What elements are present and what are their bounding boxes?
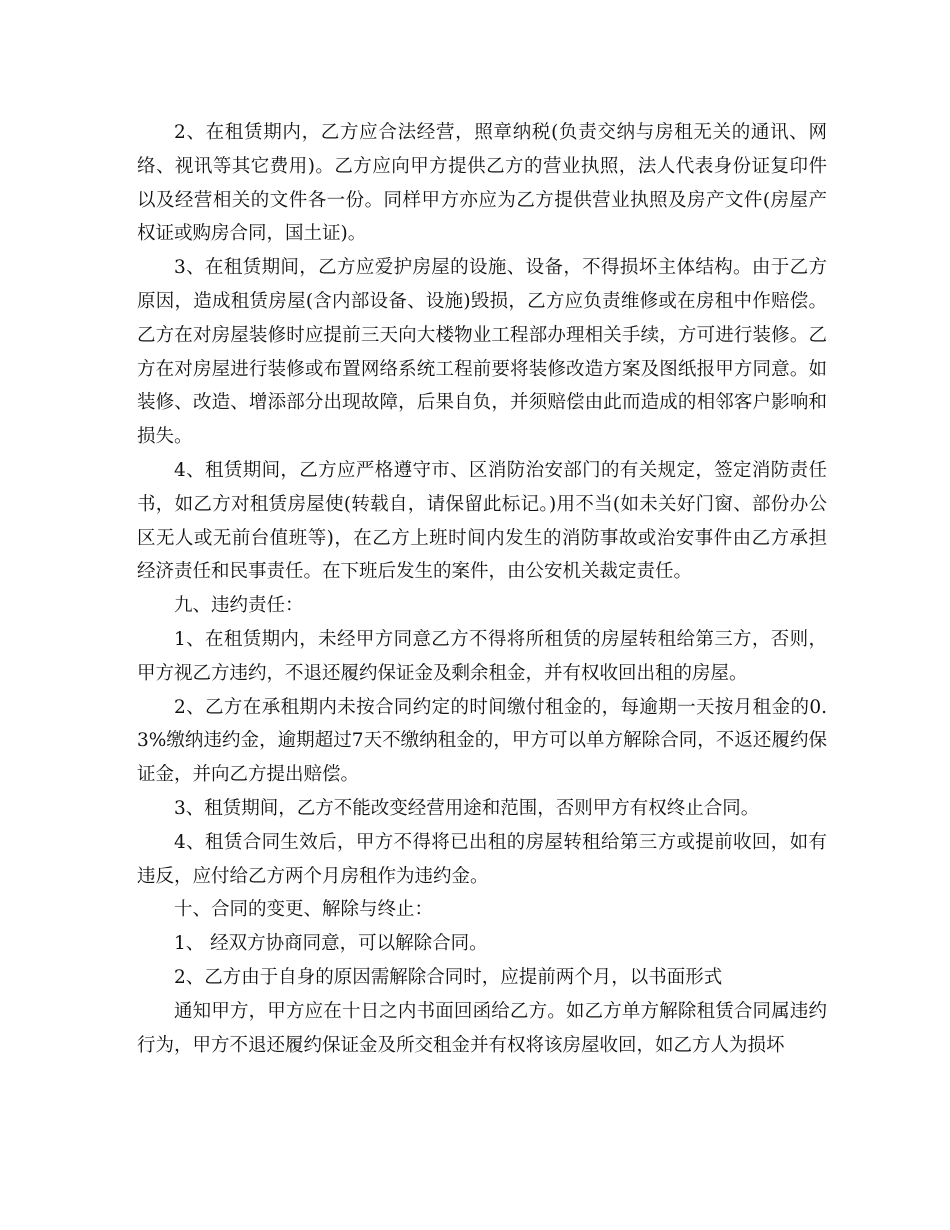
paragraph-clause-8-2: 2、在租赁期内，乙方应合法经营，照章纳税(负责交纳与房租无关的通讯、网络、视讯等其它费用)。乙方应向甲方提供乙方的营业执照，法人代表身份证复印件以及经营相关的文件各一份。同样甲方亦应为乙方提供营业执照及房产文件(房屋产权证或购房合同，国土证)。 [137,122,827,245]
paragraph-clause-8-4: 4、租赁期间，乙方应严格遵守市、区消防治安部门的有关规定，签定消防责任书，如乙方对租赁房屋使(转载自，请保留此标记。)用不当(如未关好门窗、部份办公区无人或无前台值班等)，在乙方上班时间内发生的消防事故或治安事件由乙方承担经济责任和民事责任。在下班后发生的案件，由公安机关裁定责任。 [137,459,827,583]
paragraph-clause-8-3: 3、在租赁期间，乙方应爱护房屋的设施、设备，不得损坏主体结构。由于乙方原因，造成租赁房屋(含内部设备、设施)毁损，乙方应负责维修或在房租中作赔偿。乙方在对房屋装修时应提前三天向大楼物业工程部办理相关手续，方可进行装修。乙方在对房屋进行装修或布置网络系统工程前要将装修改造方案及图纸报甲方同意。如装修、改造、增添部分出现故障，后果自负，并须赔偿由此而造成的相邻客户影响和损失。 [137,257,827,448]
paragraph-clause-10-1: 1、 经双方协商同意，可以解除合同。 [174,933,488,955]
section-heading-contract-changes: 十、合同的变更、解除与终止： [174,899,434,921]
paragraph-clause-10-2-continued: 通知甲方，甲方应在十日之内书面回函给乙方。如乙方单方解除租赁合同属违约行为，甲方不退还履约保证金及所交租金并有权将该房屋收回，如乙方人为损坏 [137,1000,827,1056]
paragraph-clause-9-4: 4、租赁合同生效后，甲方不得将已出租的房屋转租给第三方或提前收回，如有违反，应付给乙方两个月房租作为违约金。 [137,831,827,887]
paragraph-clause-9-3: 3、租赁期间，乙方不能改变经营用途和范围，否则甲方有权终止合同。 [174,797,760,819]
paragraph-clause-10-2: 2、乙方由于自身的原因需解除合同时，应提前两个月，以书面形式 [174,966,723,988]
paragraph-clause-9-2: 2、乙方在承租期内未按合同约定的时间缴付租金的，每逾期一天按月租金的0.3%缴纳违约金，逾期超过7天不缴纳租金的，甲方可以单方解除合同，不返还履约保证金，并向乙方提出赔偿。 [137,696,827,786]
paragraph-clause-9-1: 1、在租赁期内，未经甲方同意乙方不得将所租赁的房屋转租给第三方，否则，甲方视乙方违约，不退还履约保证金及剩余租金，并有权收回出租的房屋。 [137,628,827,684]
document-body [137,116,827,1062]
section-heading-breach-of-contract: 九、违约责任： [174,595,304,617]
